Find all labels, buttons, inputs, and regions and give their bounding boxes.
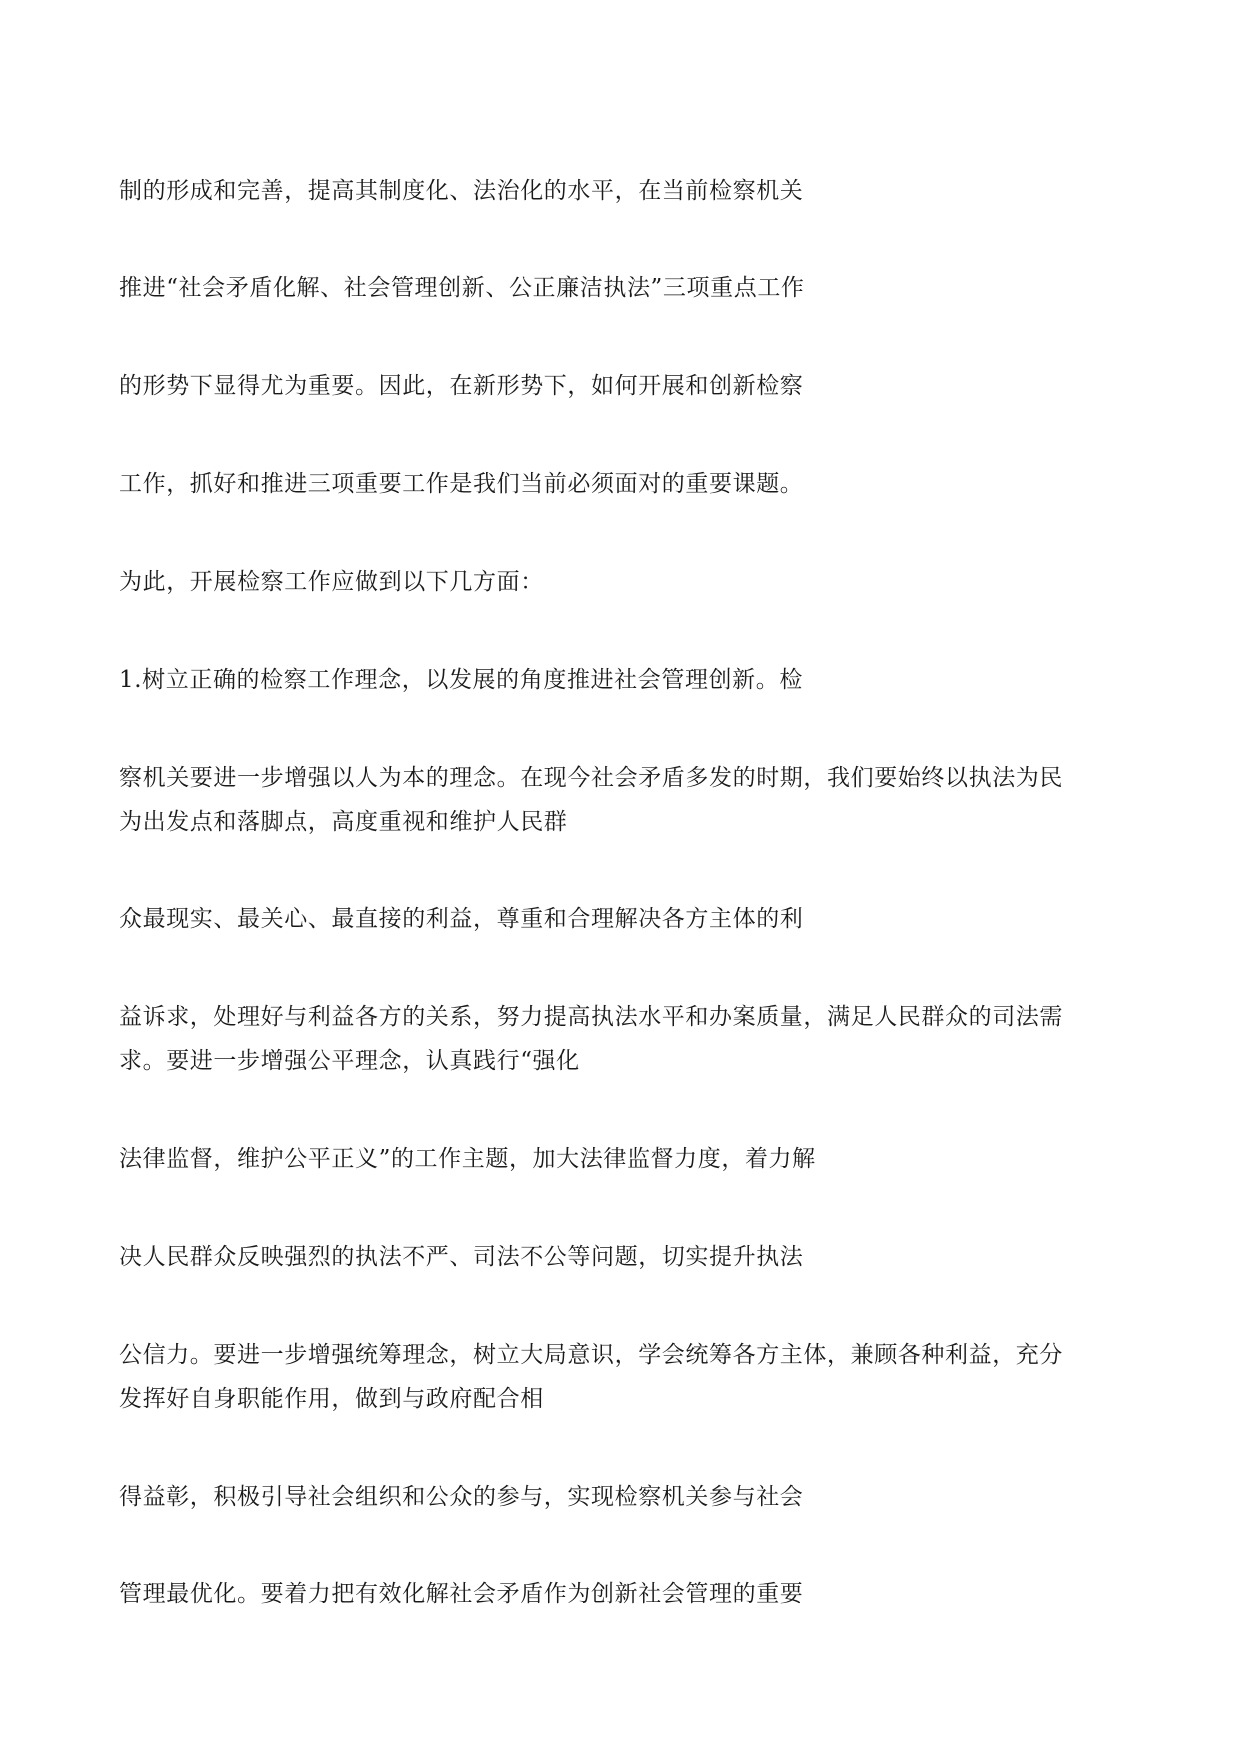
text-line: 决人民群众反映强烈的执法不严、司法不公等问题，切实提升执法: [119, 1244, 804, 1270]
text-line: 察机关要进一步增强以人为本的理念。在现今社会矛盾多发的时期，我们要始终以执法为民: [119, 765, 1063, 791]
text-line: 的形势下显得尤为重要。因此，在新形势下，如何开展和创新检察: [119, 373, 804, 399]
text-line: 求。要进一步增强公平理念，认真践行“强化: [119, 1048, 580, 1074]
text-line: 工作，抓好和推进三项重要工作是我们当前必须面对的重要课题。: [119, 471, 804, 497]
text-line: 推进“社会矛盾化解、社会管理创新、公正廉洁执法”三项重点工作: [119, 275, 805, 301]
text-line: 制的形成和完善，提高其制度化、法治化的水平，在当前检察机关: [119, 178, 804, 204]
text-line: 为出发点和落脚点，高度重视和维护人民群: [119, 809, 568, 835]
text-line: 管理最优化。要着力把有效化解社会矛盾作为创新社会管理的重要: [119, 1581, 804, 1607]
text-line: 发挥好自身职能作用，做到与政府配合相: [119, 1386, 544, 1412]
text-line: 得益彰，积极引导社会组织和公众的参与，实现检察机关参与社会: [119, 1484, 804, 1510]
text-line: 众最现实、最关心、最直接的利益，尊重和合理解决各方主体的利: [119, 906, 804, 932]
text-line: 法律监督，维护公平正义”的工作主题，加大法律监督力度，着力解: [119, 1146, 816, 1172]
text-line: 为此，开展检察工作应做到以下几方面：: [119, 569, 544, 595]
text-line: 1.树立正确的检察工作理念，以发展的角度推进社会管理创新。检: [119, 667, 803, 693]
text-line: 公信力。要进一步增强统筹理念，树立大局意识，学会统筹各方主体，兼顾各种利益，充分: [119, 1342, 1063, 1368]
text-line: 益诉求，处理好与利益各方的关系，努力提高执法水平和办案质量，满足人民群众的司法需: [119, 1004, 1063, 1030]
